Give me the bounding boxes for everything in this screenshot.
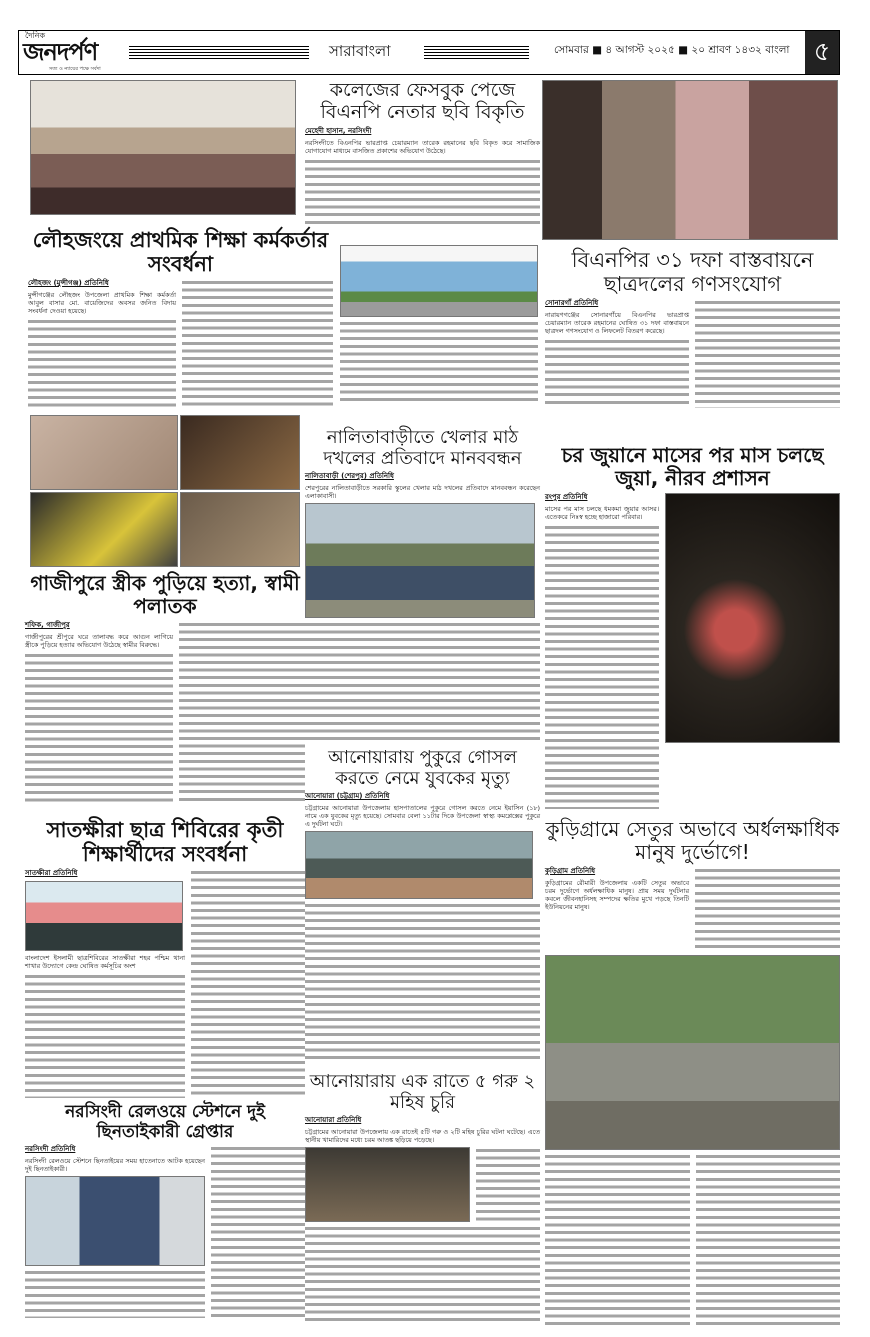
photo-gazipur-4	[180, 492, 300, 567]
article-body	[696, 1153, 841, 1326]
section-title: সারাবাংলা	[329, 42, 391, 60]
photo-pond	[305, 831, 533, 899]
headline-char-gambling[interactable]: চর জুয়ানে মাসের পর মাস চলছে জুয়া, নীরব প্রশাসন	[561, 443, 824, 490]
byline: লৌহজং (মুন্সীগঞ্জ) প্রতিনিধি	[28, 279, 109, 288]
article-lead: শেরপুরের নালিতাবাড়ীতে সরকারি স্কুলের খেলার মাঠ দখলের প্রতিবাদে মানববন্ধন করেছেন এলাকাবাসী।	[305, 484, 540, 501]
article-body	[340, 320, 538, 405]
headline-nalitabari[interactable]: নালিতাবাড়ীতে খেলার মাঠ দখলের প্রতিবাদে মানববন্ধন	[323, 427, 522, 469]
photo-cattle-shed	[305, 1147, 470, 1222]
article-body	[191, 869, 305, 1098]
byline: সাতক্ষীরা প্রতিনিধি	[25, 869, 78, 878]
article-body	[25, 1269, 205, 1318]
date-line: সোমবার ■ ৪ আগস্ট ২০২৫ ■ ২০ শ্রাবণ ১৪৩২ বাংলা	[554, 44, 790, 56]
article-body	[182, 279, 333, 408]
article-body	[305, 158, 540, 225]
article-body	[305, 902, 540, 1062]
article-body	[211, 1145, 305, 1318]
photo-satkhira-event	[25, 881, 183, 951]
article-body	[695, 299, 840, 408]
photo-arrested-men	[25, 1176, 205, 1266]
article-bnp31	[545, 248, 840, 408]
photo-gazipur-1	[30, 415, 178, 490]
headline-bnp31[interactable]: বিএনপির ৩১ দফা বাস্তবায়নে ছাত্রদলের গণসংযোগ	[571, 248, 814, 297]
headline-pond-drowning[interactable]: আনোয়ারায় পুকুরে গোসল করতে নেমে যুবকের মৃত্যু	[328, 747, 517, 789]
headline-lohajang[interactable]: লৌহজংয়ে প্রাথমিক শিক্ষা কর্মকর্তার সংবর্ধনা	[32, 228, 329, 277]
article-cattle-theft	[305, 1072, 540, 1326]
logo-tagline: সত্য ও ন্যায়ের পক্ষে সর্বদা	[49, 66, 101, 72]
article-lead: মুন্সীগঞ্জের লৌহজং উপজেলা প্রাথমিক শিক্ষা কর্মকর্তা আবুল বাসার মো. বায়েজিদের অবসর জনিত বিদায় সংবর্ধনা দেওয়া হয়েছে।	[28, 291, 176, 316]
newspaper-logo[interactable]: জনদর্পণ	[23, 38, 98, 66]
photo-bnp-campaign	[542, 80, 838, 240]
byline: সোনারগাঁ প্রতিনিধি	[545, 299, 599, 308]
article-lead: চট্টগ্রামের আনোয়ারা উপজেলায় এক রাতেই ৫টি গরু ও ২টি মহিষ চুরির ঘটনা ঘটেছে। এতে স্থানীয় খামারিদের মধ্যে চরম আতঙ্ক ছড়িয়ে পড়েছে।	[305, 1128, 540, 1145]
byline: আনোয়ারা (চট্টগ্রাম) প্রতিনিধি	[305, 792, 390, 801]
photo-kurigram-road	[545, 955, 840, 1150]
article-body	[476, 1147, 540, 1222]
article-satkhira	[25, 818, 305, 1098]
article-lead: গাজীপুরের শ্রীপুরে ঘরে তালাবদ্ধ করে আগুন লাগিয়ে স্ত্রীকে পুড়িয়ে হত্যার অভিযোগ উঠেছে স্বামীর বিরুদ্ধে।	[25, 633, 173, 649]
headline-satkhira[interactable]: সাতক্ষীরা ছাত্র শিবিরের কৃতী শিক্ষার্থীদের সংবর্ধনা	[46, 818, 284, 867]
byline: নরসিংদী প্রতিনিধি	[25, 1145, 76, 1154]
article-body	[545, 1153, 690, 1326]
masthead-rule	[424, 46, 529, 60]
byline: রংপুর প্রতিনিধি	[545, 493, 588, 501]
photo-gazipur-2	[180, 415, 300, 490]
photo-facebook-bus	[340, 245, 538, 317]
article-char-gambling	[545, 444, 840, 809]
article-lead: নারায়ণগঞ্জের সোনারগাঁয়ে বিএনপির ভারপ্রাপ্ত চেয়ারম্যান তারেক রহমানের ঘোষিত ৩১ দফা বাস্তবায়নে ছাত্রদল গণসংযোগ ও লিফলেট বিতরণ করেছে।	[545, 311, 689, 336]
article-body	[695, 867, 840, 952]
article-gazipur	[25, 572, 305, 804]
photo-lohajang-ceremony	[30, 80, 296, 215]
article-body	[25, 652, 173, 804]
article-facebook	[305, 80, 540, 225]
article-narsingdi	[25, 1103, 305, 1318]
photo-gazipur-3	[30, 492, 178, 567]
article-body	[305, 621, 540, 744]
headline-facebook[interactable]: কলেজের ফেসবুক পেজে বিএনপি নেতার ছবি বিকৃতি	[320, 79, 525, 123]
article-body	[545, 338, 689, 408]
article-lead: নরসিংদী রেলওয়ে স্টেশনে ছিনতাইয়ের সময় হাতেনাতে আটক হয়েছেন দুই ছিনতাইকারী।	[25, 1157, 205, 1174]
byline: কুড়িগ্রাম প্রতিনিধি	[545, 867, 596, 875]
headline-narsingdi[interactable]: নরসিংদী রেলওয়ে স্টেশনে দুই ছিনতাইকারী গ্রেপ্তার	[65, 1102, 265, 1142]
headline-cattle-theft[interactable]: আনোয়ারায় এক রাতে ৫ গরু ২ মহিষ চুরি	[309, 1071, 536, 1113]
article-body	[28, 318, 176, 408]
article-lead: চট্টগ্রামের আনোয়ারা উপজেলায় হাসপাতালের পুকুরে গোসল করতে নেমে ইয়াসিন (১৮) নামে এক যুবকের মৃত্যু হয়েছে। সোমবার বেলা ১১টার দিকে উপজেলা স্বাস্থ্য কমপ্লেক্সের পুকুরে এ দুর্ঘটনা ঘটে।	[305, 804, 540, 829]
byline: নালিতাবাড়ী (শেরপুর) প্রতিনিধি	[305, 472, 394, 481]
article-body	[25, 973, 185, 1098]
page-number: ৫	[805, 31, 839, 74]
article-pond-drowning	[305, 748, 540, 1062]
article-kurigram	[545, 818, 840, 1326]
photo-gambling	[665, 493, 840, 743]
article-facebook-continued	[340, 245, 538, 405]
article-body	[545, 524, 659, 809]
headline-kurigram[interactable]: কুড়িগ্রামে সেতুর অভাবে অর্ধলক্ষাধিক মানুষ দুর্ভোগে!	[545, 817, 840, 864]
article-lohajang	[28, 228, 333, 408]
byline: আনোয়ারা প্রতিনিধি	[305, 1116, 362, 1125]
photo-human-chain	[305, 503, 535, 618]
article-nalitabari	[305, 428, 540, 744]
article-lead: মাসের পর মাস চলছে ধমকমা জুয়ার আসর। এতেকরে নিঃস্ব হচ্ছে হাজারো পরিবার।	[545, 505, 659, 521]
article-lead: কুড়িগ্রামের রৌমারী উপজেলায় একটি সেতুর অভাবে চরম দুর্ভোগে অর্ধলক্ষাধিক মানুষ। প্রায় সময় দুর্ঘটনার কবলে জীবনহানিসহ সম্পদের ক্ষতির মুখে পড়ছে তিনটি ইউনিয়নের মানুষ।	[545, 879, 689, 911]
byline: শফিক, গাজীপুর	[25, 621, 70, 629]
masthead	[18, 30, 840, 75]
article-body	[179, 621, 305, 804]
byline: মেহেদী হাসান, নরসিংদী	[305, 126, 372, 135]
article-lead: নরসিংদীতে বিএনপির ভারপ্রাপ্ত চেয়ারম্যান তারেক রহমানের ছবি বিকৃত করে সামাজিক যোগাযোগ মাধ্যমে বাসজিত প্রকাশের অভিযোগ উঠেছে।	[305, 138, 540, 155]
article-body	[305, 1225, 540, 1326]
article-lead: বাংলাদেশ ইসলামী ছাত্রশিবিরের সাতক্ষীরা শহর পশ্চিম থানা শাখার উদ্যোগে কেন্দ্র ঘোষিত কর্মসূচির অংশ	[25, 954, 185, 971]
masthead-rule	[129, 46, 309, 60]
logo-prefix: দৈনিক	[25, 31, 46, 40]
headline-gazipur[interactable]: গাজীপুরে স্ত্রীক পুড়িয়ে হত্যা, স্বামী পলাতক	[30, 571, 300, 618]
